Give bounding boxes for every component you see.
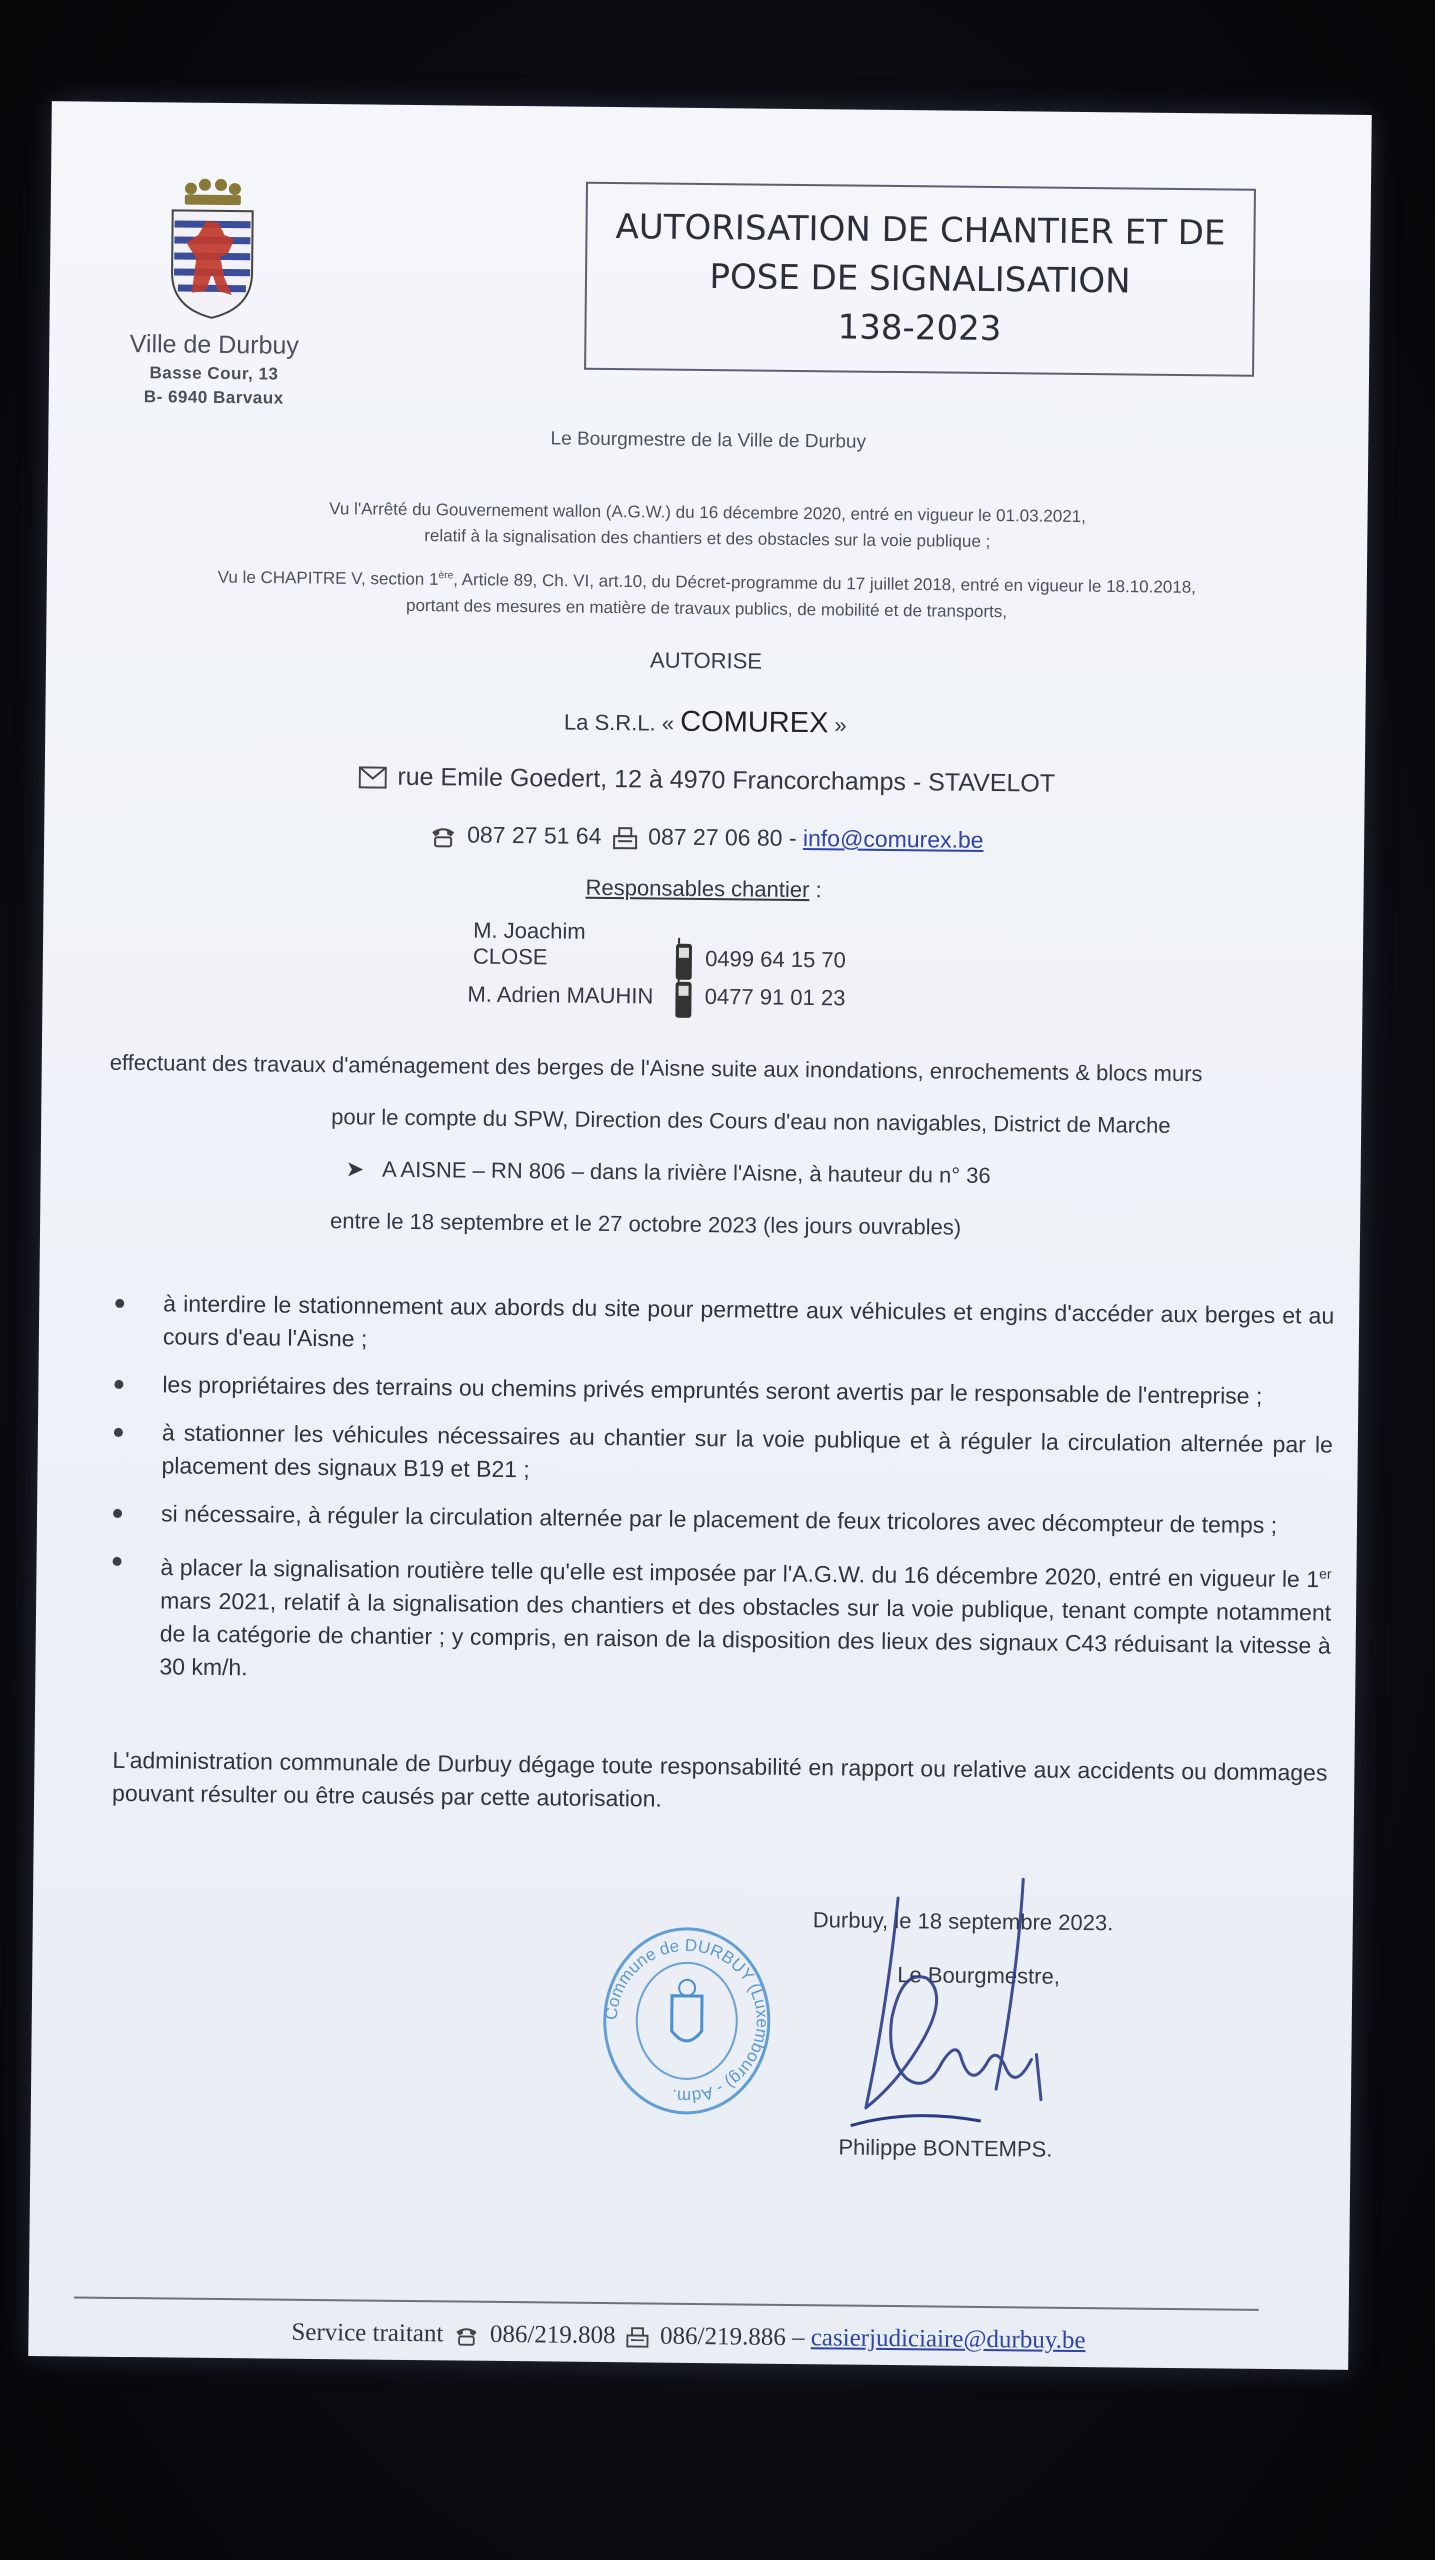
title-line-1: AUTORISATION DE CHANTIER ET DE <box>615 206 1226 253</box>
condition-item: les propriétaires des terrains ou chemins privés empruntés seront avertis par le responsable de l'entreprise ; <box>108 1368 1333 1414</box>
legal-reference-2-sup: ère <box>438 570 454 582</box>
fax-icon <box>612 826 638 850</box>
footer-fax: 086/219.886 – <box>659 2322 805 2352</box>
authority-line: Le Bourgmestre de la Ville de Durbuy <box>550 428 867 453</box>
legal-reference-2 <box>46 559 1367 628</box>
authorization-document <box>28 101 1372 2370</box>
company-address: rue Emile Goedert, 12 à 4970 Francorchamps - STAVELOT <box>397 762 1056 798</box>
conditions-list <box>105 1287 1334 1710</box>
condition-text-post: mars 2021, relatif à la signalisation des chantiers et des obstacles sur la voie publique, tenant compte notamment de la catégorie de chantier ; y compris, en raison de la disposition des lieux des signaux C43 réduisant la vitesse à 30 km/h. <box>159 1587 1332 1680</box>
signatory-name: Philippe BONTEMPS. <box>838 2134 1053 2162</box>
company-name: COMUREX <box>680 705 829 740</box>
company-address-line <box>45 759 1365 802</box>
footer-phone: 086/219.808 <box>489 2320 616 2350</box>
condition-text-sup: er <box>1319 1566 1332 1582</box>
condition-item <box>105 1545 1331 1695</box>
managers-colon: : <box>809 877 822 903</box>
company-phone: 087 27 51 64 <box>467 821 602 849</box>
authorise-heading: AUTORISE <box>649 647 763 674</box>
legal-reference-2-pre: Vu le CHAPITRE V, section 1 <box>217 567 439 589</box>
fax-icon <box>626 2327 650 2349</box>
municipality-block <box>109 330 320 409</box>
managers-label: Responsables chantier <box>585 874 810 903</box>
place-date: Durbuy, le 18 septembre 2023. <box>812 1907 1114 1936</box>
official-stamp <box>591 1925 783 2117</box>
company-email-link[interactable]: info@comurex.be <box>802 825 984 853</box>
document-title-box <box>584 182 1256 377</box>
telephone-icon <box>429 824 457 848</box>
company-prefix: La S.R.L. « <box>563 709 675 736</box>
footer <box>28 2316 1348 2358</box>
coat-of-arms-icon <box>162 172 264 323</box>
company-contact-line <box>44 817 1364 858</box>
legal-reference-2-line-2: portant des mesures en matière de travaux publics, de mobilité et de transports, <box>405 595 1008 621</box>
envelope-icon <box>358 767 386 789</box>
company-suffix: » <box>834 712 847 738</box>
footer-divider <box>74 2297 1259 2311</box>
condition-text-pre: à placer la signalisation routière telle qu'elle est imposée par l'A.G.W. du 16 décembre 2020, entré en vigueur le 1 <box>160 1554 1320 1593</box>
signatory-role: Le Bourgmestre, <box>897 1962 1061 1989</box>
condition-item: à stationner les véhicules nécessaires au chantier sur la voie publique et à réguler la circulation alternée par le placement des signaux B19 et B21 ; <box>107 1416 1333 1495</box>
stamp-text: Commune de DURBUY (Luxembourg) - Adm. <box>601 1935 772 2107</box>
manager-name: M. Joachim CLOSE <box>472 917 586 970</box>
manager-phone: 0499 64 15 70 <box>705 946 846 973</box>
manager-name: M. Adrien MAUHIN <box>467 981 654 1009</box>
legal-reference-2-post: , Article 89, Ch. VI, art.10, du Décret-programme du 17 juillet 2018, entré en vigueur le 18.10.2018, <box>453 570 1197 597</box>
company-line <box>45 699 1365 746</box>
disclaimer: L'administration communale de Durbuy dégage toute responsabilité en rapport ou relative aux accidents ou dommages pouvant résulter ou être causés par cette autorisation. <box>111 1746 1328 1812</box>
footer-email-link[interactable]: casierjudiciaire@durbuy.be <box>810 2324 1086 2355</box>
telephone-icon <box>454 2325 480 2347</box>
address-line-1: Basse Cour, 13 <box>149 363 279 384</box>
works-period: entre le 18 septembre et le 27 octobre 2023 (les jours ouvrables) <box>330 1208 962 1240</box>
works-location-row <box>346 1156 1346 1192</box>
arrow-bullet-icon: ➤ <box>345 1156 365 1182</box>
works-description: effectuant des travaux d'aménagement des berges de l'Aisne suite aux inondations, enrochements & blocs murs <box>109 1049 1203 1087</box>
works-client: pour le compte du SPW, Direction des Cours d'eau non navigables, District de Marche <box>331 1104 1171 1138</box>
works-location: A AISNE – RN 806 – dans la rivière l'Aisne, à hauteur du n° 36 <box>381 1156 991 1189</box>
mobile-phone-icon <box>672 976 694 1020</box>
company-fax: 087 27 06 80 - <box>648 823 797 851</box>
address-line-2: B- 6940 Barvaux <box>143 387 284 408</box>
condition-item: à interdire le stationnement aux abords du site pour permettre aux véhicules et engins d'accéder aux berges et au cours d'eau l'Aisne ; <box>109 1287 1335 1366</box>
legal-reference-1-line-2: relatif à la signalisation des chantiers et des obstacles sur la voie publique ; <box>424 526 991 552</box>
manager-row-2 <box>467 974 1067 1024</box>
manager-phone: 0477 91 01 23 <box>704 983 846 1011</box>
title-line-3: 138-2023 <box>837 306 1002 349</box>
managers-heading <box>44 869 1364 909</box>
condition-item: si nécessaire, à réguler la circulation alternée par le placement de feux tricolores avec décompteur de temps ; <box>107 1497 1332 1543</box>
legal-reference-1-line-1: Vu l'Arrêté du Gouvernement wallon (A.G.W.) du 16 décembre 2020, entré en vigueur le 01.03.2021, <box>329 499 1087 527</box>
legal-reference-1 <box>47 493 1367 559</box>
town-name: Ville de Durbuy <box>129 329 299 360</box>
title-line-2: POSE DE SIGNALISATION <box>709 256 1131 301</box>
handwritten-signature <box>830 1857 1133 2160</box>
footer-service-label: Service traitant <box>291 2318 444 2348</box>
